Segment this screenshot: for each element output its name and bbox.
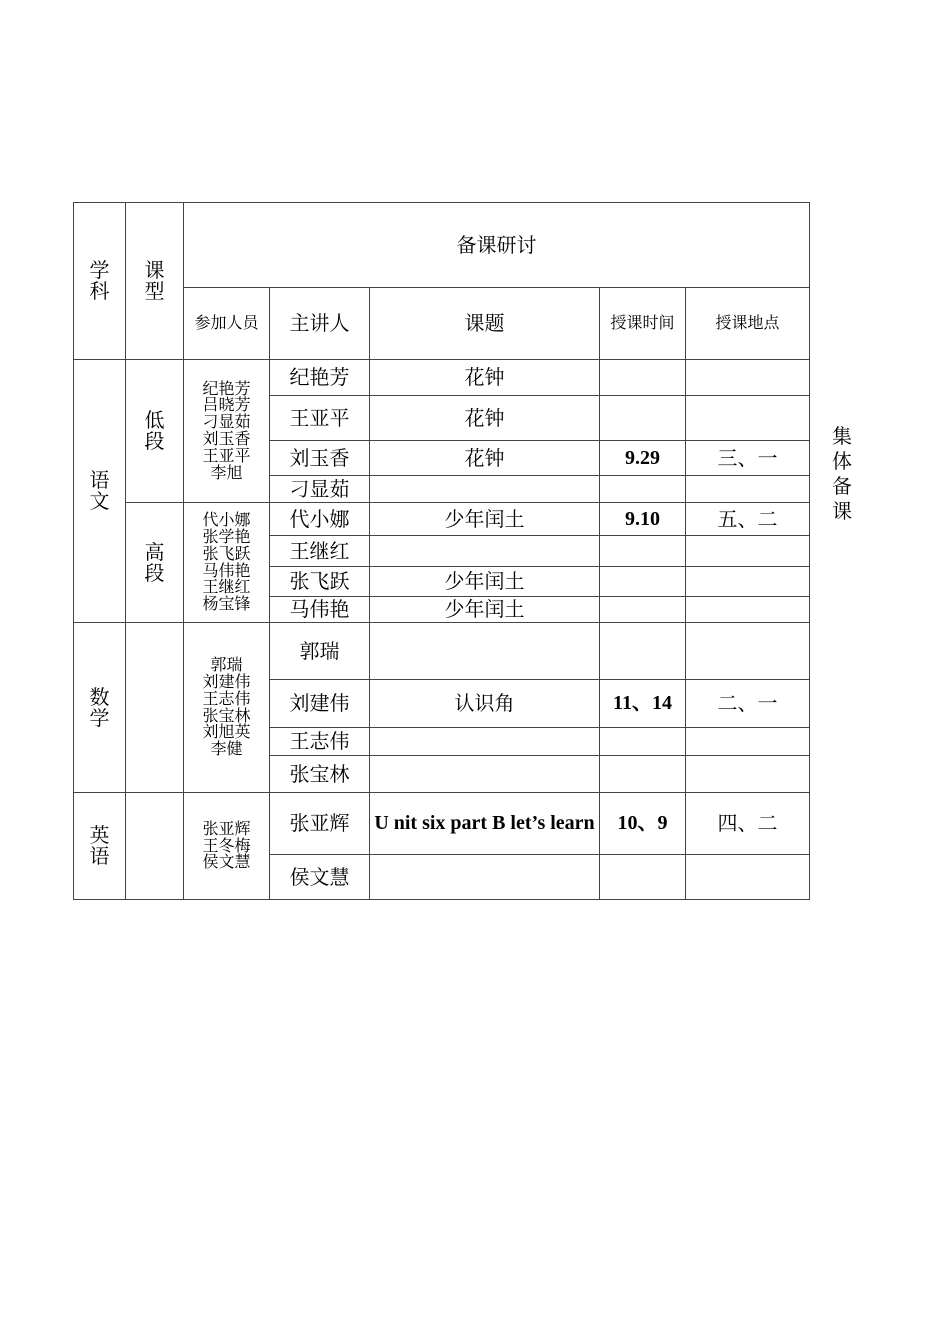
place-cell	[686, 756, 810, 793]
speaker-cell: 侯文慧	[270, 855, 370, 900]
time-cell	[600, 597, 686, 623]
header-subject: 学 科	[74, 203, 126, 360]
speaker-cell: 纪艳芳	[270, 360, 370, 396]
topic-cell	[370, 728, 600, 756]
header-section: 备课研讨	[184, 203, 810, 288]
participants-upper: 代小娜 张学艳 张飞跃 马伟艳 王继红 杨宝锋	[184, 503, 270, 623]
topic-cell: U nit six part B let’s learn	[370, 793, 600, 855]
speaker-cell: 代小娜	[270, 503, 370, 536]
header-participants: 参加人员	[184, 288, 270, 360]
time-cell: 9.29	[600, 441, 686, 476]
place-cell: 二、一	[686, 680, 810, 728]
type-english	[126, 793, 184, 900]
topic-cell	[370, 476, 600, 503]
participants-math: 郭瑞 刘建伟 王志伟 张宝林 刘旭英 李健	[184, 623, 270, 793]
topic-cell	[370, 623, 600, 680]
side-label-collective-prep: 集 体 备 课	[832, 424, 852, 523]
time-cell	[600, 756, 686, 793]
topic-cell: 少年闰土	[370, 567, 600, 597]
topic-cell: 花钟	[370, 396, 600, 441]
place-cell	[686, 396, 810, 441]
place-cell	[686, 623, 810, 680]
topic-cell: 认识角	[370, 680, 600, 728]
subject-english: 英 语	[74, 793, 126, 900]
speaker-cell: 张亚辉	[270, 793, 370, 855]
time-cell: 9.10	[600, 503, 686, 536]
topic-cell	[370, 756, 600, 793]
place-cell	[686, 855, 810, 900]
speaker-cell: 刘玉香	[270, 441, 370, 476]
speaker-cell: 张飞跃	[270, 567, 370, 597]
header-speaker: 主讲人	[270, 288, 370, 360]
place-cell	[686, 536, 810, 567]
time-cell	[600, 567, 686, 597]
speaker-cell: 郭瑞	[270, 623, 370, 680]
time-cell	[600, 396, 686, 441]
header-time: 授课时间	[600, 288, 686, 360]
place-cell: 五、二	[686, 503, 810, 536]
speaker-cell: 王亚平	[270, 396, 370, 441]
place-cell	[686, 597, 810, 623]
type-upper: 高 段	[126, 503, 184, 623]
place-cell: 四、二	[686, 793, 810, 855]
place-cell	[686, 567, 810, 597]
speaker-cell: 马伟艳	[270, 597, 370, 623]
time-cell	[600, 728, 686, 756]
topic-cell: 花钟	[370, 360, 600, 396]
speaker-cell: 王志伟	[270, 728, 370, 756]
place-cell: 三、一	[686, 441, 810, 476]
participants-english: 张亚辉 王冬梅 侯文慧	[184, 793, 270, 900]
topic-cell	[370, 855, 600, 900]
topic-cell: 花钟	[370, 441, 600, 476]
type-math	[126, 623, 184, 793]
time-cell	[600, 855, 686, 900]
speaker-cell: 刘建伟	[270, 680, 370, 728]
speaker-cell: 张宝林	[270, 756, 370, 793]
subject-chinese: 语 文	[74, 360, 126, 623]
subject-math: 数 学	[74, 623, 126, 793]
type-lower: 低 段	[126, 360, 184, 503]
time-cell	[600, 536, 686, 567]
place-cell	[686, 476, 810, 503]
topic-cell: 少年闰土	[370, 503, 600, 536]
time-cell: 10、9	[600, 793, 686, 855]
header-type: 课 型	[126, 203, 184, 360]
time-cell	[600, 476, 686, 503]
speaker-cell: 刁显茹	[270, 476, 370, 503]
header-place: 授课地点	[686, 288, 810, 360]
participants-lower: 纪艳芳 吕晓芳 刁显茹 刘玉香 王亚平 李旭	[184, 360, 270, 503]
place-cell	[686, 728, 810, 756]
place-cell	[686, 360, 810, 396]
topic-cell	[370, 536, 600, 567]
lesson-plan-table	[73, 202, 810, 900]
time-cell	[600, 360, 686, 396]
time-cell: 11、14	[600, 680, 686, 728]
topic-cell: 少年闰土	[370, 597, 600, 623]
time-cell	[600, 623, 686, 680]
speaker-cell: 王继红	[270, 536, 370, 567]
header-topic: 课题	[370, 288, 600, 360]
